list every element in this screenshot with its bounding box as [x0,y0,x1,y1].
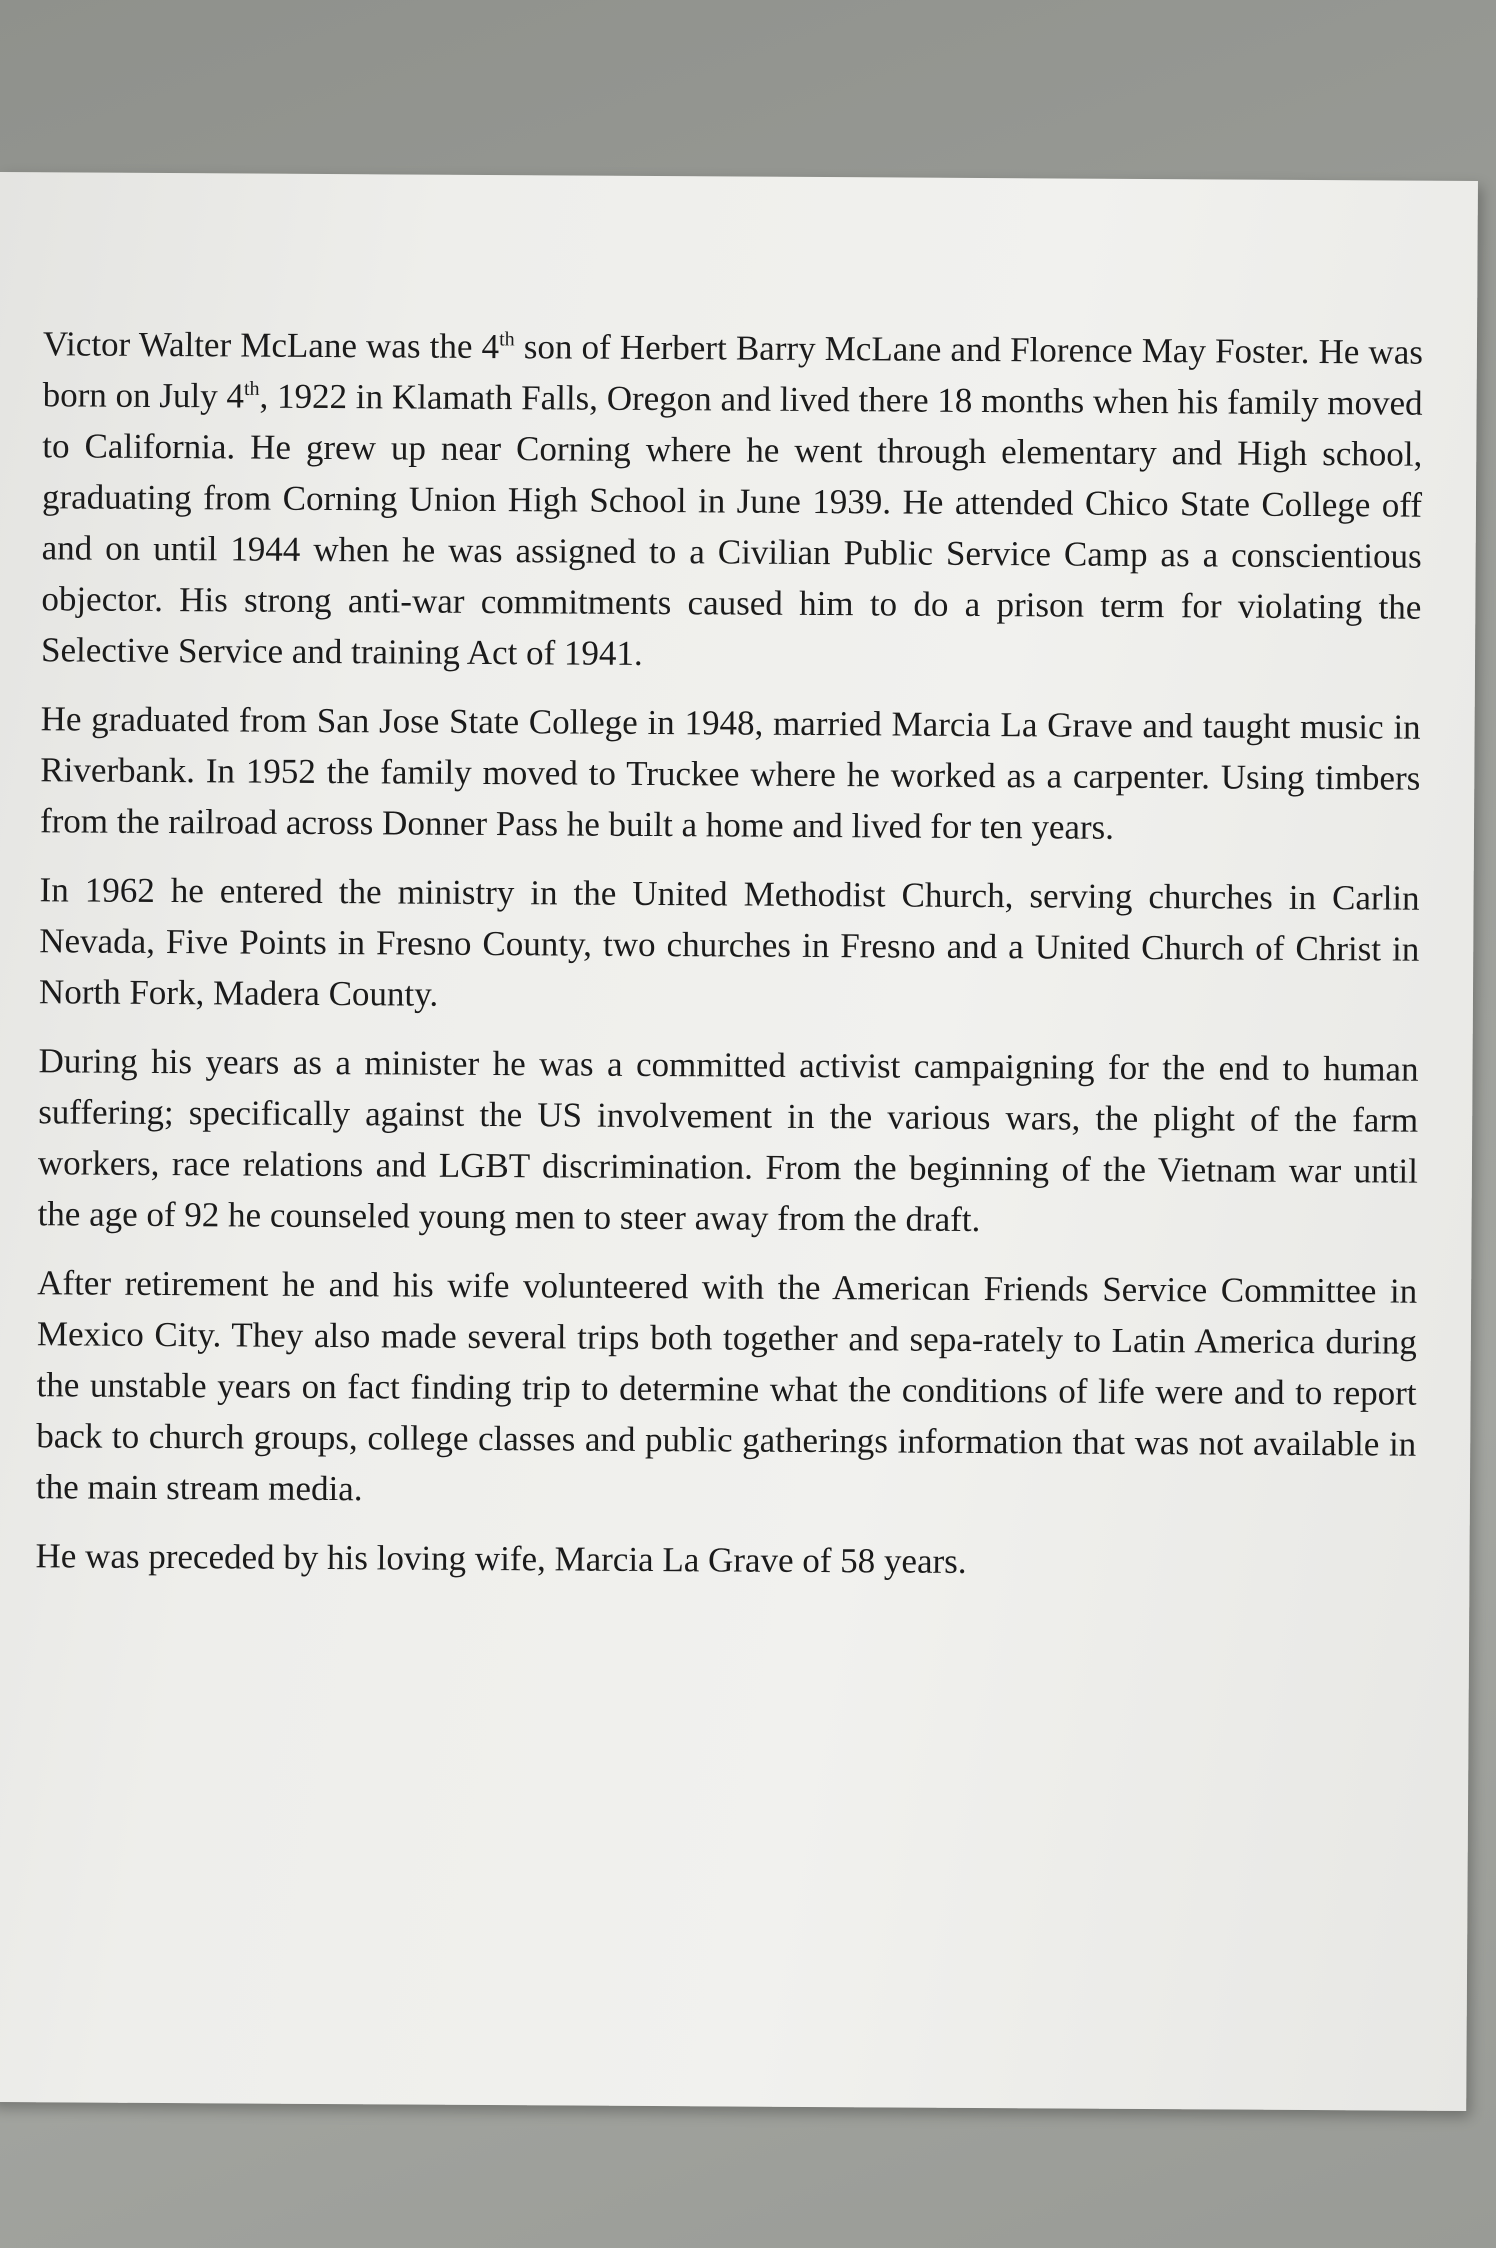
paragraph-4: During his years as a minister he was a committed activist campaigning for the end to human suffering; specifically against the US involvement in the various wars, the plight of the farm workers, race relations and LGBT discrimination. From the beginning of the Vietnam war until the age of 92 he counseled young men to steer away from the draft. [37,1041,1419,1240]
paper-sheet [0,172,1478,2111]
ordinal-suffix-2: th [243,377,260,400]
paragraph-1 [41,318,1423,683]
paragraph-5: After retirement he and his wife volunteered with the American Friends Service Committee in Mexico City. They also made several trips both together and sepa-rately to Latin America during the unstable years on fact finding trip to determine what the conditions of life were and to report back to church groups, college classes and public gatherings information that was not available in the main stream media. [35,1263,1418,1509]
ordinal-suffix-1: th [499,328,515,351]
obituary-text [35,318,1423,1607]
paragraph-2: He graduated from San Jose State College in 1948, married Marcia La Grave and taught music in Riverbank. In 1952 the family moved to Truckee where he worked as a carpenter. Using timbers from the railroad across Donner Pass he built a home and lived for ten years. [39,699,1421,847]
paragraph-3: In 1962 he entered the ministry in the United Methodist Church, serving churches in Carlin Nevada, Five Points in Fresno County, two churches in Fresno and a United Church of Christ in North Fork, Madera County. [38,870,1420,1014]
paragraph-1-part-c: , 1922 in Klamath Falls, Oregon and lived there 18 months when his family moved to California. He grew up near Corning where he went through elementary and High school, graduating from Corning Union High School in June 1939. He attended Chico State College off and on until 1944 when he was assigned to a Civilian Public Service Camp as a conscientious objector. His strong anti-war commitments caused him to do a prison term for violating the Selective Service and training Act of 1941. [40,376,1423,673]
paragraph-1-part-b: son of Herbert Barry McLane and Florence May Foster. He was born on July 4 [42,327,1424,416]
paragraph-6: He was preceded by his loving wife, Marcia La Grave of 58 years. [35,1536,967,1581]
paragraph-1-part-a: Victor Walter McLane was the 4 [42,324,500,367]
